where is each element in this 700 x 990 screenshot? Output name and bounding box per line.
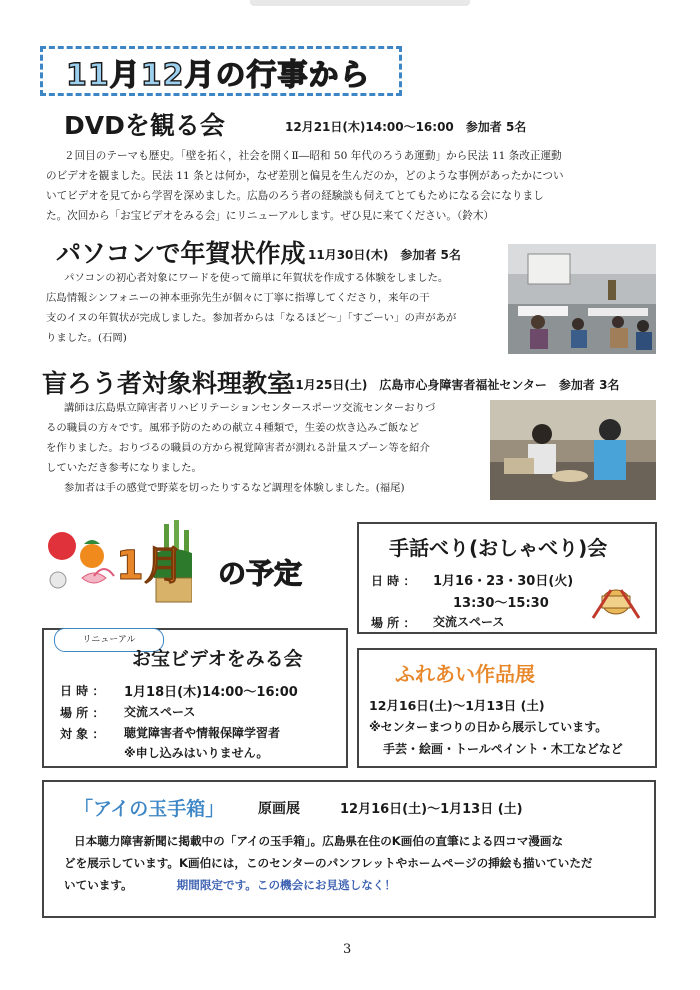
fureai-items: 手芸・絵画・トールペイント・木工などなど — [383, 742, 623, 756]
january-heading — [42, 516, 342, 612]
cooking-line: 講師は広島県立障害者リハビリテーションセンタースポーツ交流センターおりづ — [64, 402, 436, 414]
video-target: 聴覚障害者や情報保障学習者 — [124, 726, 281, 740]
classroom-photo — [508, 244, 656, 354]
cooking-line: るの職員の方々です。風邪予防のための献立４種類で，生姜の炊き込みご飯など — [46, 422, 420, 434]
page-number: 3 — [343, 942, 352, 957]
video-place: 交流スペース — [124, 705, 196, 719]
cooking-line: を作りました。おりづるの職員の方から視覚障害者が測れる計量スプーン等を紹介 — [46, 442, 430, 454]
fureai-box — [357, 648, 657, 768]
video-place-label: 場 所 ： — [60, 706, 105, 720]
pc-line: 広島情報シンフォニーの神本亜弥先生が個々に丁寧に指導してくださり，来年の干 — [46, 292, 430, 304]
shuwa-place: 交流スペース — [433, 615, 505, 629]
cooking-body — [46, 398, 486, 498]
cooking-photo — [490, 400, 656, 500]
dvd-body — [46, 146, 666, 226]
fureai-note: ※センターまつりの日から展示しています。 — [369, 720, 608, 734]
pc-body — [46, 268, 498, 348]
cooking-line: していただき参考になりました。 — [46, 462, 202, 474]
shuwa-title: 手話べり(おしゃべり)会 — [389, 536, 608, 560]
january-suffix: の予定 — [218, 557, 303, 590]
ai-subtitle: 原画展 — [258, 801, 300, 817]
dvd-meta: 12月21日(木)14:00～16:00 参加者 5名 — [285, 120, 527, 134]
cooking-title: 盲ろう者対象料理教室 — [42, 369, 293, 398]
pc-title: パソコンで年賀状作成 — [56, 239, 306, 268]
ai-title: 「アイの玉手箱」 — [74, 798, 225, 820]
video-title: お宝ビデオをみる会 — [132, 648, 303, 670]
shuwa-date-label: 日 時 ： — [371, 574, 416, 588]
january-month: 1月 — [116, 543, 184, 589]
drum-icon — [591, 582, 641, 622]
shuwa-place-label: 場 所 ： — [371, 616, 416, 630]
top-edge-mark — [250, 0, 470, 6]
dvd-line: いてビデオを見てから学習を深めました。広島のろう者の経験談も伺えてとてもためになる会になりまし — [46, 190, 544, 202]
pc-line: りました。(石岡) — [46, 332, 127, 344]
shuwa-dates: 1月16・23・30日(火) — [433, 574, 574, 589]
shuwa-time: 13:30～15:30 — [453, 596, 549, 611]
pc-line: パソコンの初心者対象にワードを使って簡単に年賀状を作成する体験をしました。 — [64, 272, 449, 284]
dvd-line: のビデオを観ました。民法 11 条とは何か，なぜ差別と偏見を生んだのか，どのような事例があったかについ — [46, 170, 564, 182]
video-box — [42, 628, 348, 768]
pc-meta: 11月30日(木) 参加者 5名 — [308, 248, 461, 262]
ai-line: いています。 — [64, 878, 133, 892]
ai-period: 12月16日(土)～1月13日 (土) — [340, 802, 523, 817]
fureai-title: ふれあい作品展 — [395, 662, 535, 686]
dvd-line: た。次回から「お宝ビデオをみる会」にリニューアルします。ぜひ見に来てください。（鈴木） — [46, 210, 495, 222]
cooking-line: 参加者は手の感覚で野菜を切ったりするなど調理を体験しました。(福尾) — [64, 482, 405, 494]
dvd-line: ２回目のテーマも歴史。「壁を拓く，社会を開くⅡ―昭和 50 年代のろうあ運動」から民法 11 条改正運動 — [64, 150, 562, 162]
pc-line: 支のイヌの年賀状が完成しました。参加者からは「なるほど～」「すごーい」の声があが — [46, 312, 457, 324]
fureai-period: 12月16日(土)～1月13日 (土) — [369, 698, 545, 713]
ai-box — [42, 780, 656, 918]
cooking-meta: 11月25日(土) 広島市心身障害者福祉センター 参加者 3名 — [287, 378, 620, 392]
ai-highlight: 期間限定です。この機会にお見逃しなく！ — [176, 878, 396, 892]
video-note: ※申し込みはいりません。 — [124, 746, 269, 760]
video-date-label: 日 時 ： — [60, 684, 105, 698]
video-target-label: 対 象 ： — [60, 727, 105, 741]
ai-line: 日本聴力障害新聞に掲載中の「アイの玉手箱」。広島県在住のK画伯の直筆による四コマ漫画な — [74, 834, 564, 848]
ai-line: どを展示しています。K画伯には，このセンターのパンフレットやホームページの挿絵も描いていただ — [64, 856, 593, 870]
page-title: 11月12月の行事から — [66, 58, 371, 93]
video-date: 1月18日(木)14:00～16:00 — [124, 685, 298, 700]
shuwa-box — [357, 522, 657, 634]
ai-body — [64, 830, 654, 896]
renewal-tag: リニューアル — [54, 628, 164, 652]
dvd-title: DVDを観る会 — [64, 111, 225, 140]
